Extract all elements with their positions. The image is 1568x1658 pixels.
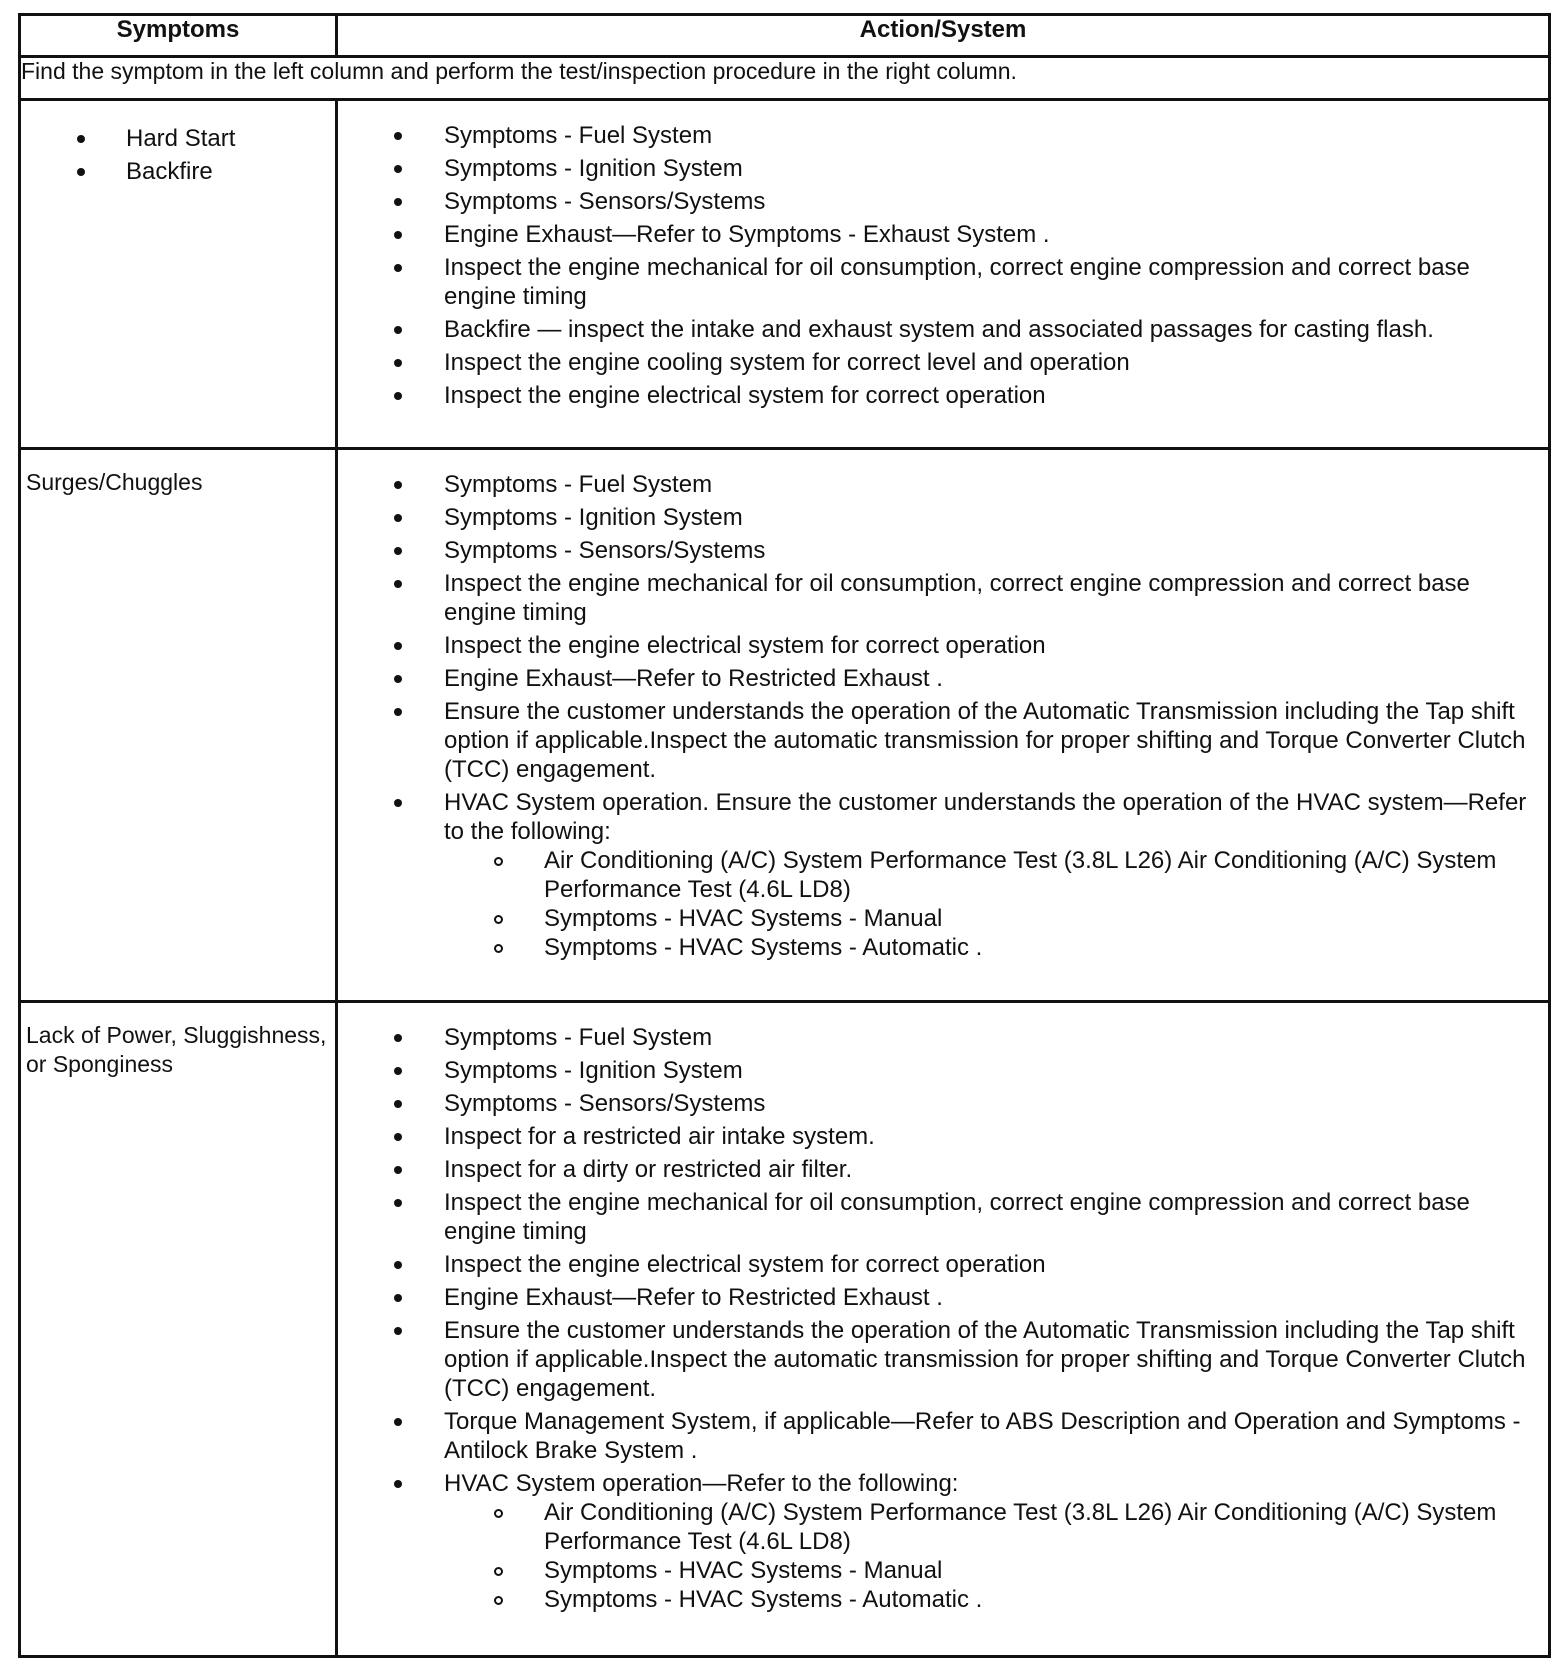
symptom-cell: [20, 449, 337, 1002]
action-item: Backfire — inspect the intake and exhaust system and associated passages for casting flash.: [338, 315, 1528, 344]
action-item: Symptoms - Sensors/Systems: [338, 1089, 1528, 1118]
instruction-row: [20, 57, 1550, 100]
action-cell: [337, 449, 1550, 1002]
action-item: Inspect the engine cooling system for correct level and operation: [338, 348, 1528, 377]
sub-item: Symptoms - HVAC Systems - Automatic .: [444, 933, 1528, 962]
sub-item: Air Conditioning (A/C) System Performance Test (3.8L L26) Air Conditioning (A/C) System Performance Test (4.6L LD8): [444, 1498, 1528, 1556]
header-row: [20, 15, 1550, 57]
action-item: Symptoms - Ignition System: [338, 1056, 1528, 1085]
symptom-list: [21, 101, 335, 188]
symptom-cell: [20, 100, 337, 449]
header-action-system: Action/System: [337, 15, 1550, 57]
action-item: Symptoms - Fuel System: [338, 470, 1528, 499]
action-cell: [337, 1002, 1550, 1657]
action-item-text: HVAC System operation—Refer to the following:: [444, 1470, 959, 1497]
symptom-label: Lack of Power, Sluggishness, or Sponginess: [26, 1022, 327, 1077]
action-item-text: HVAC System operation. Ensure the customer understands the operation of the HVAC system—Refer to the following:: [444, 789, 1527, 845]
action-item: Engine Exhaust—Refer to Restricted Exhaust .: [338, 664, 1528, 693]
action-item: Symptoms - Fuel System: [338, 1023, 1528, 1052]
action-item: Inspect the engine mechanical for oil consumption, correct engine compression and correct base engine timing: [338, 569, 1528, 627]
symptom-cell: [20, 1002, 337, 1657]
header-symptoms: Symptoms: [20, 15, 337, 57]
instruction-text: Find the symptom in the left column and perform the test/inspection procedure in the right column.: [20, 57, 1550, 100]
symptom-item: Hard Start: [21, 122, 335, 155]
action-item: [338, 1469, 1528, 1614]
symptom-diagnosis-table: [18, 13, 1551, 1658]
action-item: Engine Exhaust—Refer to Restricted Exhaust .: [338, 1283, 1528, 1312]
action-cell: [337, 100, 1550, 449]
action-item: Inspect the engine electrical system for correct operation: [338, 631, 1528, 660]
action-item: Symptoms - Sensors/Systems: [338, 536, 1528, 565]
action-item: Symptoms - Ignition System: [338, 503, 1528, 532]
table-row: [20, 449, 1550, 1002]
action-item: Ensure the customer understands the operation of the Automatic Transmission including the Tap shift option if applicable.Inspect the automatic transmission for proper shifting and Torque Converter Clutch (TCC) engagement.: [338, 1316, 1528, 1403]
sub-list: [444, 1498, 1528, 1614]
action-list: [338, 101, 1548, 410]
action-item: [338, 788, 1528, 962]
action-item: Engine Exhaust—Refer to Symptoms - Exhaust System .: [338, 220, 1528, 249]
symptom-label: Surges/Chuggles: [26, 469, 203, 495]
action-item: Inspect for a restricted air intake system.: [338, 1122, 1528, 1151]
sub-item: Symptoms - HVAC Systems - Automatic .: [444, 1585, 1528, 1614]
action-item: Inspect the engine mechanical for oil consumption, correct engine compression and correct base engine timing: [338, 1188, 1528, 1246]
sub-item: Symptoms - HVAC Systems - Manual: [444, 1556, 1528, 1585]
action-item: Ensure the customer understands the operation of the Automatic Transmission including the Tap shift option if applicable.Inspect the automatic transmission for proper shifting and Torque Converter Clutch (TCC) engagement.: [338, 697, 1528, 784]
sub-item: Symptoms - HVAC Systems - Manual: [444, 904, 1528, 933]
action-item: Symptoms - Sensors/Systems: [338, 187, 1528, 216]
sub-list: [444, 846, 1528, 962]
action-item: Inspect the engine electrical system for correct operation: [338, 381, 1528, 410]
sub-item: Air Conditioning (A/C) System Performance Test (3.8L L26) Air Conditioning (A/C) System Performance Test (4.6L LD8): [444, 846, 1528, 904]
action-list: [338, 450, 1548, 962]
action-item: Inspect for a dirty or restricted air filter.: [338, 1155, 1528, 1184]
action-item: Symptoms - Ignition System: [338, 154, 1528, 183]
action-list: [338, 1003, 1548, 1614]
symptom-item: Backfire: [21, 155, 335, 188]
action-item: Inspect the engine mechanical for oil consumption, correct engine compression and correct base engine timing: [338, 253, 1528, 311]
table-row: [20, 1002, 1550, 1657]
action-item: Inspect the engine electrical system for correct operation: [338, 1250, 1528, 1279]
table-row: [20, 100, 1550, 449]
action-item: Symptoms - Fuel System: [338, 121, 1528, 150]
action-item: Torque Management System, if applicable—Refer to ABS Description and Operation and Symptoms - Antilock Brake System .: [338, 1407, 1528, 1465]
